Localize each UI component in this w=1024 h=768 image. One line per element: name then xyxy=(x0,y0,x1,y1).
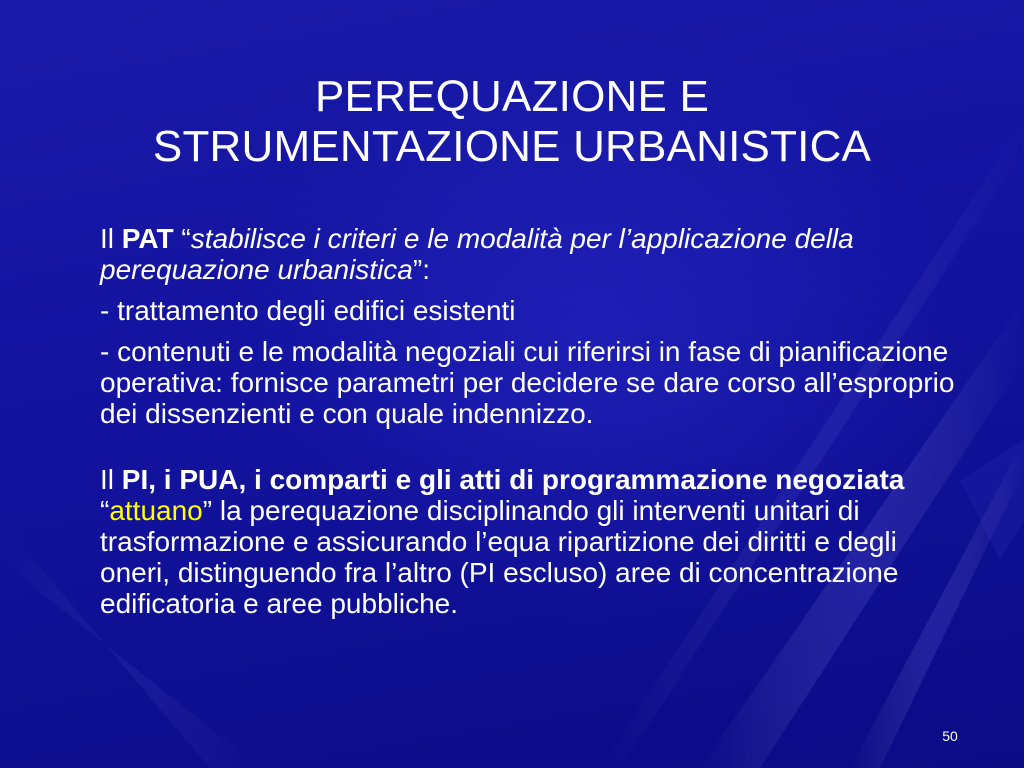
pi-paragraph xyxy=(100,464,970,619)
slide-title-line-1: PEREQUAZIONE E xyxy=(315,72,709,121)
pi-prefix: Il xyxy=(100,464,122,495)
pat-prefix: Il xyxy=(100,223,122,254)
slide-title xyxy=(40,72,984,172)
pat-quote: stabilisce i criteri e le modalità per l’applicazione della perequazione urbanistica xyxy=(100,223,854,285)
pat-subject: PAT xyxy=(121,223,174,254)
slide-body xyxy=(100,223,970,629)
bullet-negotiation: - contenuti e le modalità negoziali cui riferirsi in fase di pianificazione operativa: fornisce parametri per decidere se dare corso all’esproprio dei dissenzienti e con quale indennizzo. xyxy=(100,336,955,429)
pat-paragraph xyxy=(100,223,970,285)
pi-rest: ” la perequazione disciplinando gli interventi unitari di trasformazione e assicurando l’equa ripartizione dei diritti e degli oneri, distinguendo fra l’altro (PI escluso) aree di concentrazione edificatoria e aree pubbliche. xyxy=(100,495,899,619)
pi-open-quote: “ xyxy=(100,495,110,526)
pat-open-quote: “ xyxy=(173,223,191,254)
bullet-existing-buildings: - trattamento degli edifici esistenti xyxy=(100,295,516,326)
pat-close-quote: ”: xyxy=(412,254,430,285)
pi-subject: PI, i PUA, i comparti e gli atti di programmazione negoziata xyxy=(121,464,905,495)
slide-title-line-2: STRUMENTAZIONE URBANISTICA xyxy=(152,122,872,171)
pi-highlight: attuano xyxy=(109,495,203,526)
page-number: 50 xyxy=(942,728,958,744)
